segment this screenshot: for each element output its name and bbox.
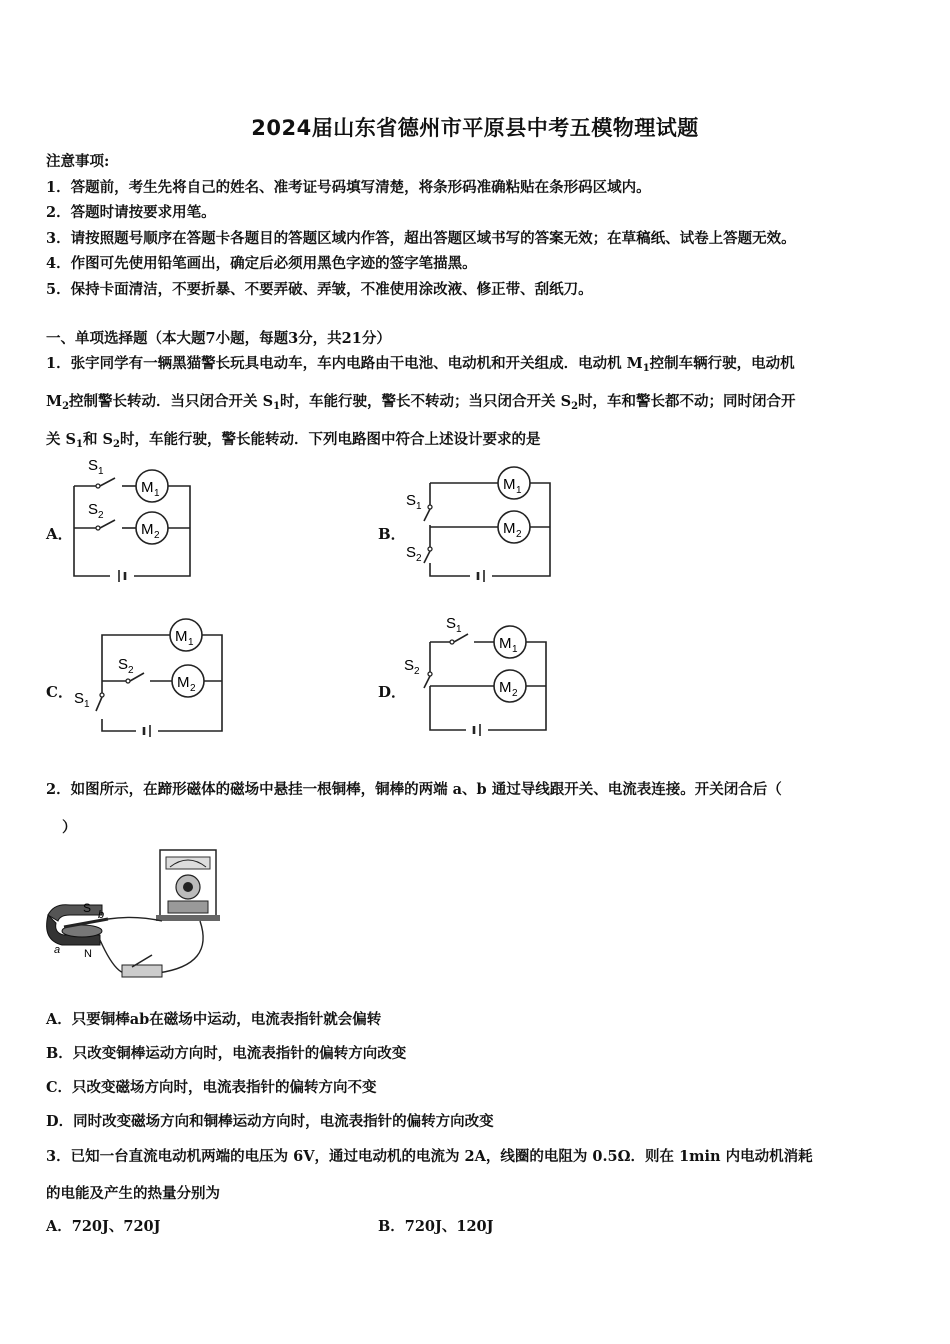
svg-text:S: S <box>118 656 129 673</box>
svg-text:M: M <box>175 628 188 645</box>
svg-text:1: 1 <box>188 637 194 648</box>
notice-item-2: 2．答题时请按要求用笔。 <box>46 204 216 221</box>
svg-text:1: 1 <box>456 624 462 635</box>
circuit-diagram-c <box>70 615 230 740</box>
circuit-diagram-a <box>60 450 210 585</box>
svg-text:2: 2 <box>414 666 420 677</box>
svg-text:2: 2 <box>98 510 104 521</box>
svg-text:S: S <box>88 501 99 518</box>
svg-text:1: 1 <box>154 488 160 499</box>
q1-line-3: 关 $S_1$和 $S_2$时，车能行驶，警长能转动．下列电路图中符合上述设计要求的是 <box>46 431 541 450</box>
notice-item-5: 5．保持卡面清洁，不要折暴、不要弄破、弄皱，不准使用涂改液、修正带、刮纸刀。 <box>46 281 593 298</box>
svg-text:1: 1 <box>516 485 522 496</box>
svg-text:S: S <box>446 615 457 632</box>
svg-text:2: 2 <box>190 683 196 694</box>
svg-text:M: M <box>503 476 516 493</box>
q3-option-a[interactable]: A．720J、720J <box>46 1218 161 1235</box>
q2-apparatus-figure <box>40 845 230 985</box>
svg-text:M: M <box>177 674 190 691</box>
q1-option-d-label[interactable]: D． <box>378 683 407 701</box>
svg-text:M: M <box>499 635 512 652</box>
q1-option-a-label[interactable]: A． <box>46 525 73 543</box>
q2-option-b[interactable]: B．只改变铜棒运动方向时，电流表指针的偏转方向改变 <box>46 1045 407 1062</box>
q2-line-1: 2．如图所示，在蹄形磁体的磁场中悬挂一根铜棒，铜棒的两端 a、b 通过导线跟开关、电流表连接。开关闭合后（ <box>46 781 782 798</box>
q2-option-a[interactable]: A．只要铜棒ab在磁场中运动，电流表指针就会偏转 <box>46 1011 382 1028</box>
svg-text:M: M <box>499 679 512 696</box>
svg-text:1: 1 <box>84 699 90 710</box>
svg-text:a: a <box>54 944 61 956</box>
page-title: 2024届山东省德州市平原县中考五模物理试题 <box>251 116 699 140</box>
q3-option-b[interactable]: B．720J、120J <box>378 1218 494 1235</box>
svg-text:N: N <box>84 948 92 960</box>
svg-text:1: 1 <box>512 644 518 655</box>
svg-text:2: 2 <box>154 530 160 541</box>
svg-text:M: M <box>503 520 516 537</box>
notice-heading: 注意事项: <box>46 153 110 170</box>
section-heading: 一、单项选择题（本大题7小题，每题3分，共21分） <box>46 330 391 347</box>
q2-option-c[interactable]: C．只改变磁场方向时，电流表指针的偏转方向不变 <box>46 1079 377 1096</box>
svg-text:S: S <box>74 690 85 707</box>
q3-line-1: 3．已知一台直流电动机两端的电压为 6V，通过电动机的电流为 2A，线圈的电阻为 0.5Ω．则在 1min 内电动机消耗 <box>46 1148 813 1165</box>
circuit-diagram-d <box>400 612 560 737</box>
q2-line-2: ） <box>62 819 77 836</box>
q1-option-c-label[interactable]: C． <box>46 683 73 701</box>
svg-text:S: S <box>404 657 415 674</box>
q3-line-2: 的电能及产生的热量分别为 <box>46 1185 220 1202</box>
q1-line-1: 1．张宇同学有一辆黑猫警长玩具电动车，车内电路由干电池、电动机和开关组成．电动机 $M_1$控制车辆行驶，电动机 <box>46 355 795 374</box>
notice-item-1: 1．答题前，考生先将自己的姓名、准考证号码填写清楚，将条形码准确粘贴在条形码区域内。 <box>46 179 651 196</box>
q1-option-b-label[interactable]: B． <box>378 525 406 543</box>
q1-line-2: $M_2$控制警长转动．当只闭合开关 $S_1$时，车能行驶，警长不转动；当只闭合开关 $S_2$时，车和警长都不动；同时闭合开 <box>46 393 796 412</box>
q2-option-d[interactable]: D．同时改变磁场方向和铜棒运动方向时，电流表指针的偏转方向改变 <box>46 1113 494 1130</box>
notice-item-3: 3．请按照题号顺序在答题卡各题目的答题区域内作答，超出答题区域书写的答案无效；在草稿纸、试卷上答题无效。 <box>46 230 796 247</box>
svg-text:S: S <box>406 492 417 509</box>
svg-text:2: 2 <box>512 688 518 699</box>
svg-text:S: S <box>406 544 417 561</box>
svg-text:S: S <box>83 901 92 915</box>
svg-text:S: S <box>88 457 99 474</box>
svg-text:b: b <box>98 909 105 921</box>
svg-text:2: 2 <box>416 553 422 564</box>
circuit-diagram-b <box>400 455 560 585</box>
notice-item-4: 4．作图可先使用铅笔画出，确定后必须用黑色字迹的签字笔描黑。 <box>46 255 477 272</box>
svg-text:M: M <box>141 521 154 538</box>
svg-text:2: 2 <box>128 665 134 676</box>
svg-text:M: M <box>141 479 154 496</box>
svg-text:1: 1 <box>98 466 104 477</box>
svg-text:2: 2 <box>516 529 522 540</box>
svg-text:1: 1 <box>416 501 422 512</box>
